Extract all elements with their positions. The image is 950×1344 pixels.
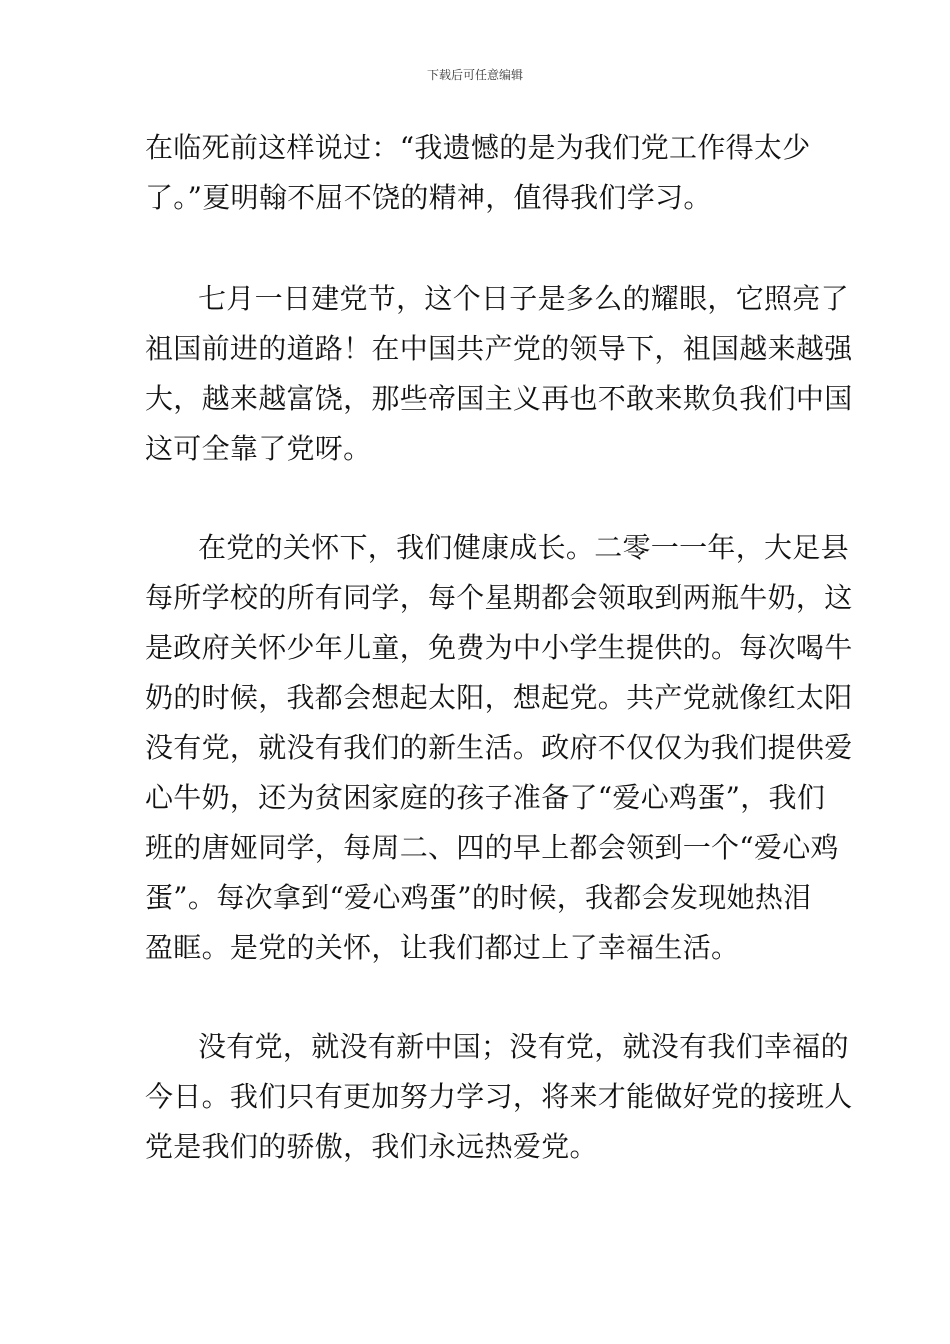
paragraph-3-line-8: 蛋”。每次拿到“爱心鸡蛋”的时候，我都会发现她热泪 <box>145 881 812 914</box>
paragraph-3-line-9: 盈眶。是党的关怀，让我们都过上了幸福生活。 <box>145 931 740 964</box>
page-header: 下载后可任意编辑 <box>426 68 523 82</box>
paragraph-2-line-1: 七月一日建党节，这个日子是多么的耀眼，它照亮了 <box>198 282 849 315</box>
paragraph-4-line-3: 党是我们的骄傲，我们永远热爱党。 <box>145 1130 598 1163</box>
paragraph-1-line-2: 了。”夏明翰不屈不饶的精神，值得我们学习。 <box>145 181 712 214</box>
paragraph-1-line-1: 在临死前这样说过：“我遗憾的是为我们党工作得太少 <box>145 131 811 164</box>
paragraph-3-line-5: 没有党，就没有我们的新生活。政府不仅仅为我们提供爱 <box>145 731 853 764</box>
paragraph-2-line-4: 这可全靠了党呀。 <box>145 432 372 465</box>
paragraph-3-line-7: 班的唐娅同学，每周二、四的早上都会领到一个“爱心鸡 <box>145 831 839 864</box>
paragraph-3-line-4: 奶的时候，我都会想起太阳，想起党。共产党就像红太阳 <box>145 681 853 714</box>
paragraph-3-line-3: 是政府关怀少年儿童，免费为中小学生提供的。每次喝牛 <box>145 631 853 664</box>
paragraph-2-line-2: 祖国前进的道路！在中国共产党的领导下，祖国越来越强 <box>145 332 853 365</box>
paragraph-3-line-6: 心牛奶，还为贫困家庭的孩子准备了“爱心鸡蛋”，我们 <box>145 781 826 814</box>
paragraph-4-line-1: 没有党，就没有新中国；没有党，就没有我们幸福的 <box>198 1030 849 1063</box>
paragraph-4-line-2: 今日。我们只有更加努力学习，将来才能做好党的接班人 <box>145 1080 853 1113</box>
paragraph-3-line-1: 在党的关怀下，我们健康成长。二零一一年，大足县 <box>198 531 849 564</box>
paragraph-2-line-3: 大，越来越富饶，那些帝国主义再也不敢来欺负我们中国 <box>145 382 853 415</box>
paragraph-3-line-2: 每所学校的所有同学，每个星期都会领取到两瓶牛奶，这 <box>145 581 853 614</box>
